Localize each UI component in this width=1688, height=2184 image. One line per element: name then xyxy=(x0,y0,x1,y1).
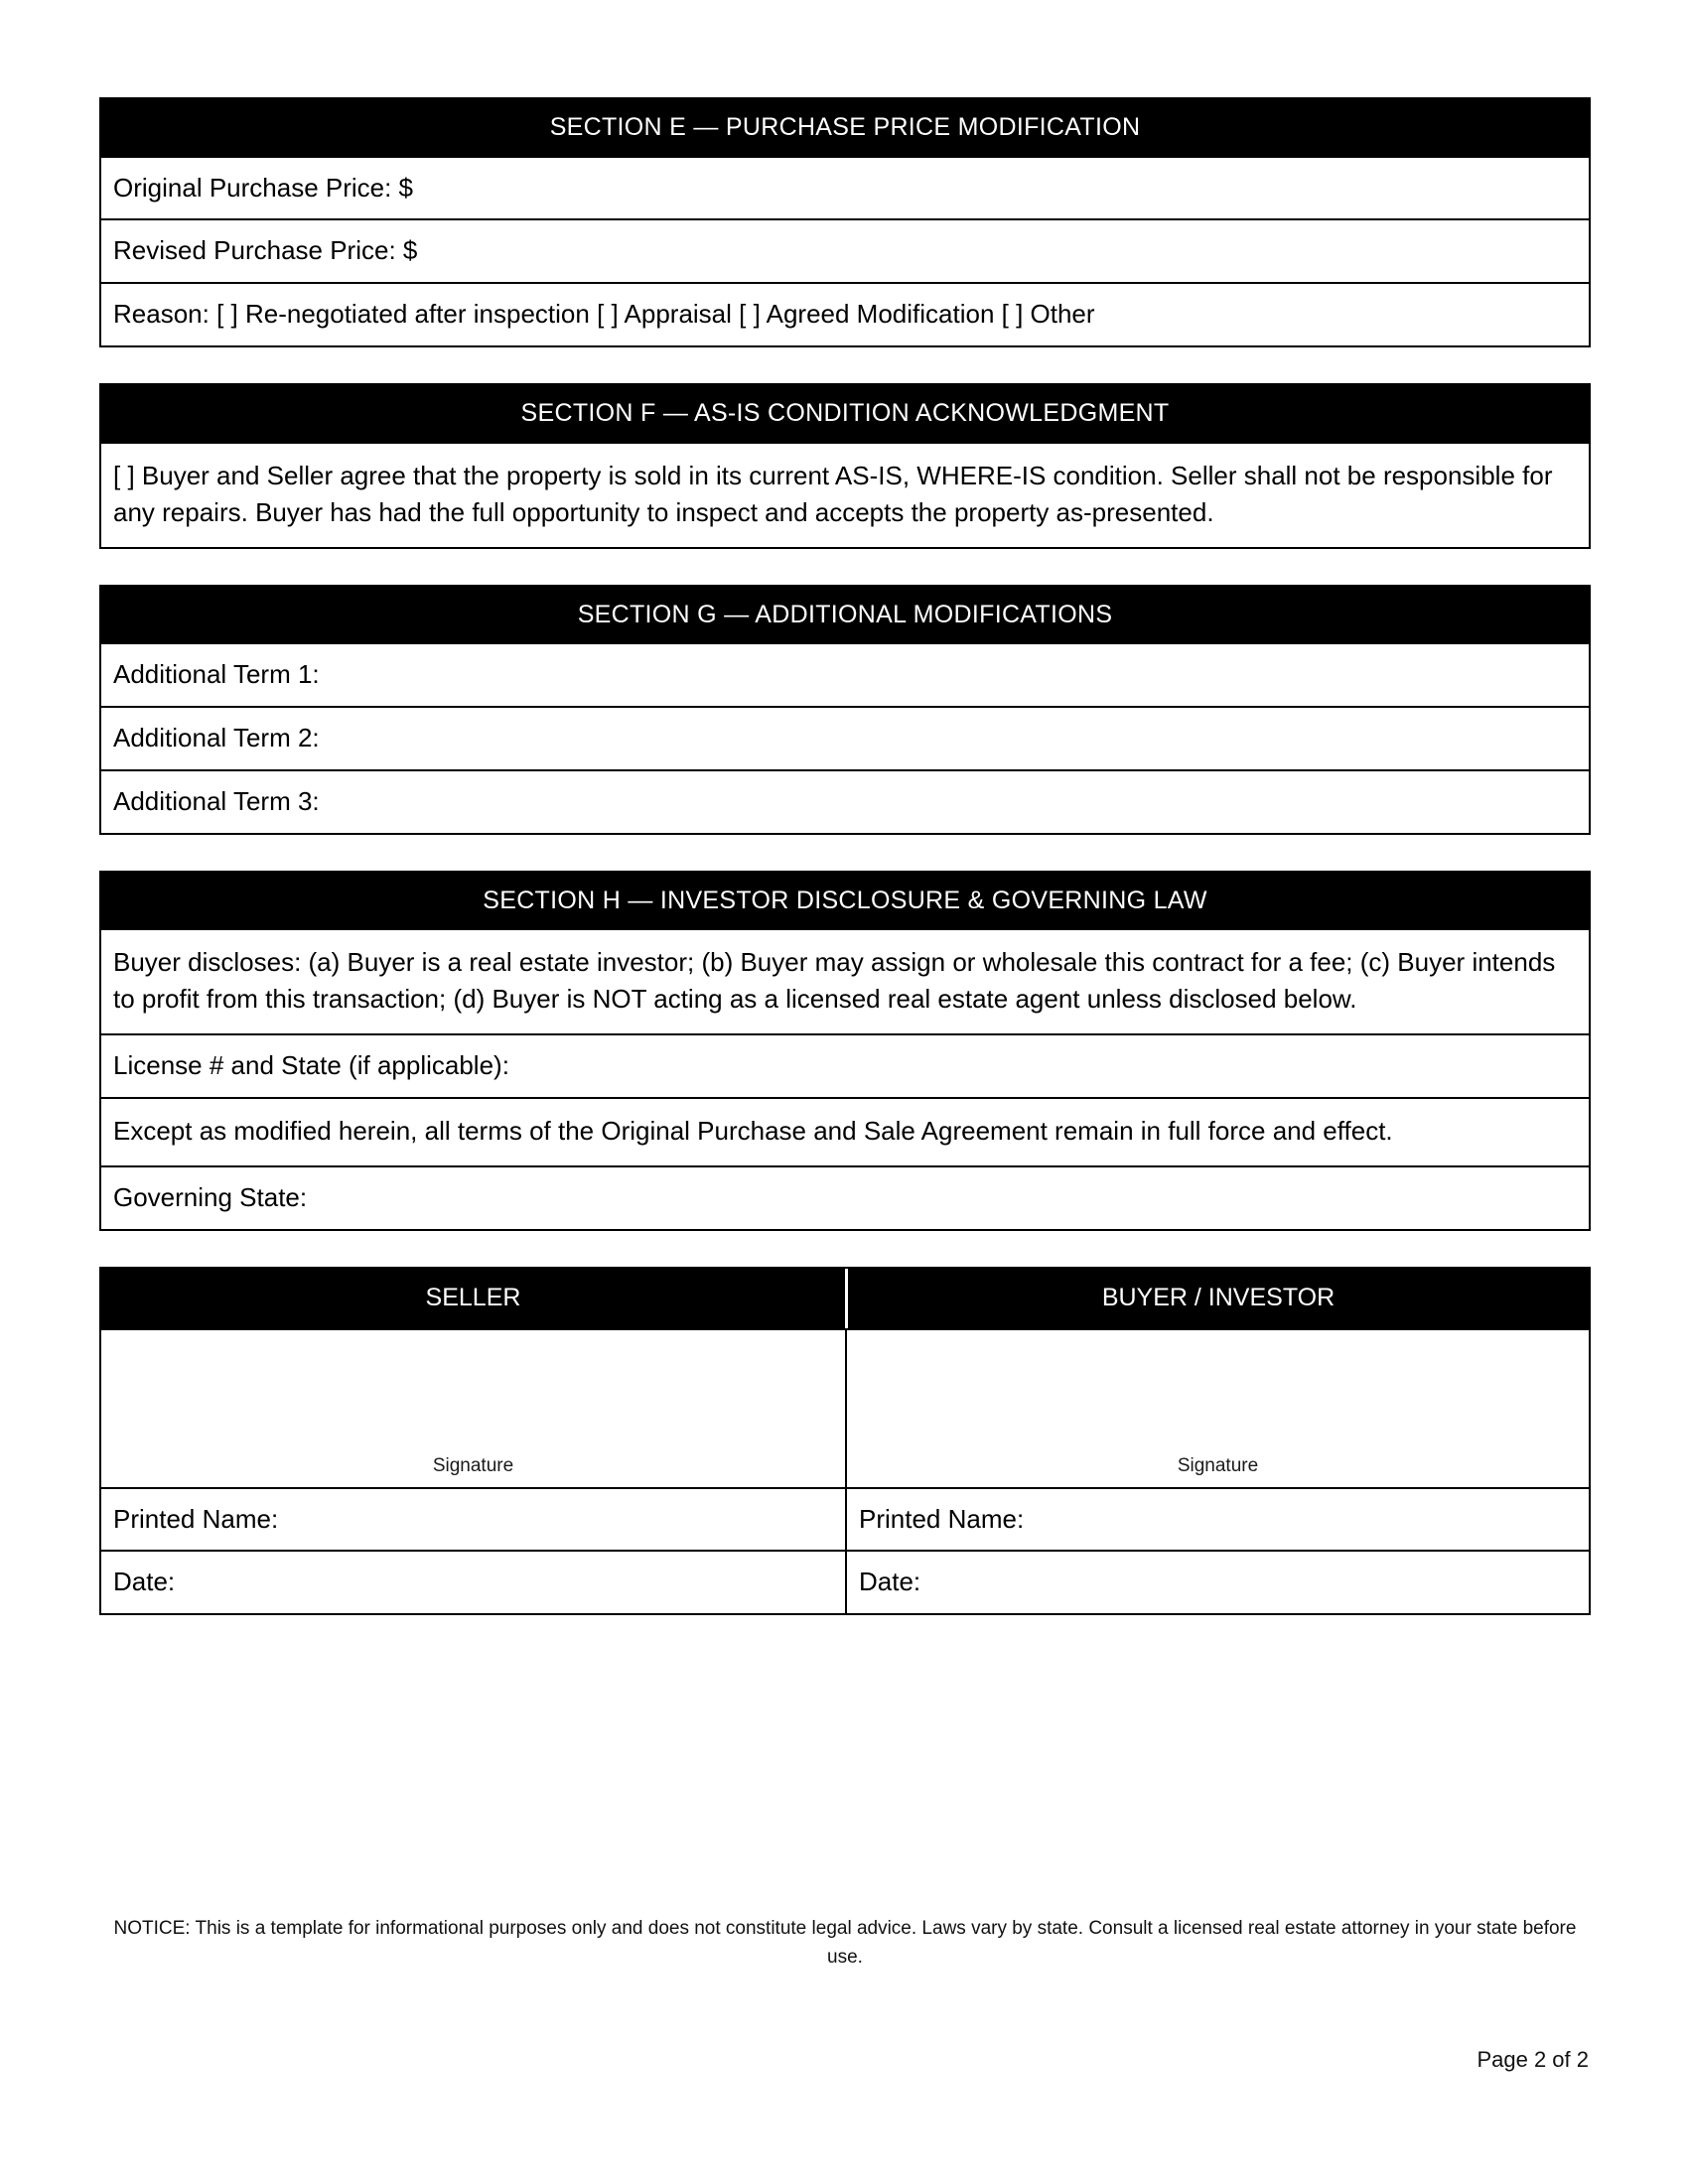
section-h xyxy=(99,871,1591,1231)
field-date-seller[interactable]: Date: xyxy=(113,1567,176,1597)
field-reason-checkboxes[interactable]: Reason: [ ] Re-negotiated after inspection [ ] Appraisal [ ] Agreed Modification [ ] Other xyxy=(101,282,1589,345)
field-additional-term-3[interactable]: Additional Term 3: xyxy=(101,769,1589,833)
field-printed-name-buyer-investor[interactable]: Printed Name: xyxy=(845,1489,1589,1550)
field-additional-term-1[interactable]: Additional Term 1: xyxy=(113,659,320,690)
section-e xyxy=(99,97,1591,347)
field-as-is-acknowledgment[interactable]: [ ] Buyer and Seller agree that the property is sold in its current AS-IS, WHERE-IS condition. Seller shall not be responsible for any repairs. Buyer has had the full opportunity to inspect and accepts the property as-presented. xyxy=(113,460,1553,527)
signature-caption-seller: Signature xyxy=(432,1454,514,1476)
section-g xyxy=(99,585,1591,835)
field-additional-term-2[interactable]: Additional Term 2: xyxy=(101,706,1589,769)
signature-header-row xyxy=(101,1269,1589,1328)
signature-caption-buyer-investor: Signature xyxy=(1177,1454,1259,1476)
page-number: Page 2 of 2 xyxy=(1477,2047,1589,2072)
text-investor-disclosure: Buyer discloses: (a) Buyer is a real estate investor; (b) Buyer may assign or wholesale this contract for a fee; (c) Buyer intends to profit from this transaction; (d) Buyer is NOT acting as a licensed real estate agent unless disclosed below. xyxy=(113,947,1556,1015)
document-content xyxy=(99,97,1591,1615)
section-f-header: SECTION F — AS-IS CONDITION ACKNOWLEDGMENT xyxy=(101,385,1589,444)
field-printed-name-seller[interactable]: Printed Name: xyxy=(113,1503,279,1534)
field-license-and-state[interactable]: License # and State (if applicable): xyxy=(101,1033,1589,1097)
date-row xyxy=(101,1550,1589,1612)
field-governing-state[interactable]: Governing State: xyxy=(101,1165,1589,1229)
section-h-header: SECTION H — INVESTOR DISCLOSURE & GOVERNING LAW xyxy=(101,873,1589,931)
signature-area-buyer-investor[interactable] xyxy=(845,1330,1589,1487)
signature-header-seller: SELLER xyxy=(425,1283,521,1311)
signature-block xyxy=(99,1267,1591,1615)
legal-notice: NOTICE: This is a template for informational purposes only and does not constitute legal advice. Laws vary by state. Consult a licensed real estate attorney in your state before use. xyxy=(113,1918,1577,1969)
field-original-purchase-price[interactable]: Original Purchase Price: $ xyxy=(113,172,414,203)
section-g-header: SECTION G — ADDITIONAL MODIFICATIONS xyxy=(101,587,1589,645)
text-terms-remain-in-force: Except as modified herein, all terms of the Original Purchase and Sale Agreement remain in full force and effect. xyxy=(101,1097,1589,1165)
section-f xyxy=(99,383,1591,548)
signature-header-buyer-investor: BUYER / INVESTOR xyxy=(845,1269,1589,1328)
signature-area-seller[interactable] xyxy=(101,1330,845,1487)
signature-line-row xyxy=(101,1328,1589,1487)
section-e-header: SECTION E — PURCHASE PRICE MODIFICATION xyxy=(101,99,1589,158)
field-date-buyer-investor[interactable]: Date: xyxy=(845,1552,1589,1612)
printed-name-row xyxy=(101,1487,1589,1550)
field-revised-purchase-price[interactable]: Revised Purchase Price: $ xyxy=(101,218,1589,282)
